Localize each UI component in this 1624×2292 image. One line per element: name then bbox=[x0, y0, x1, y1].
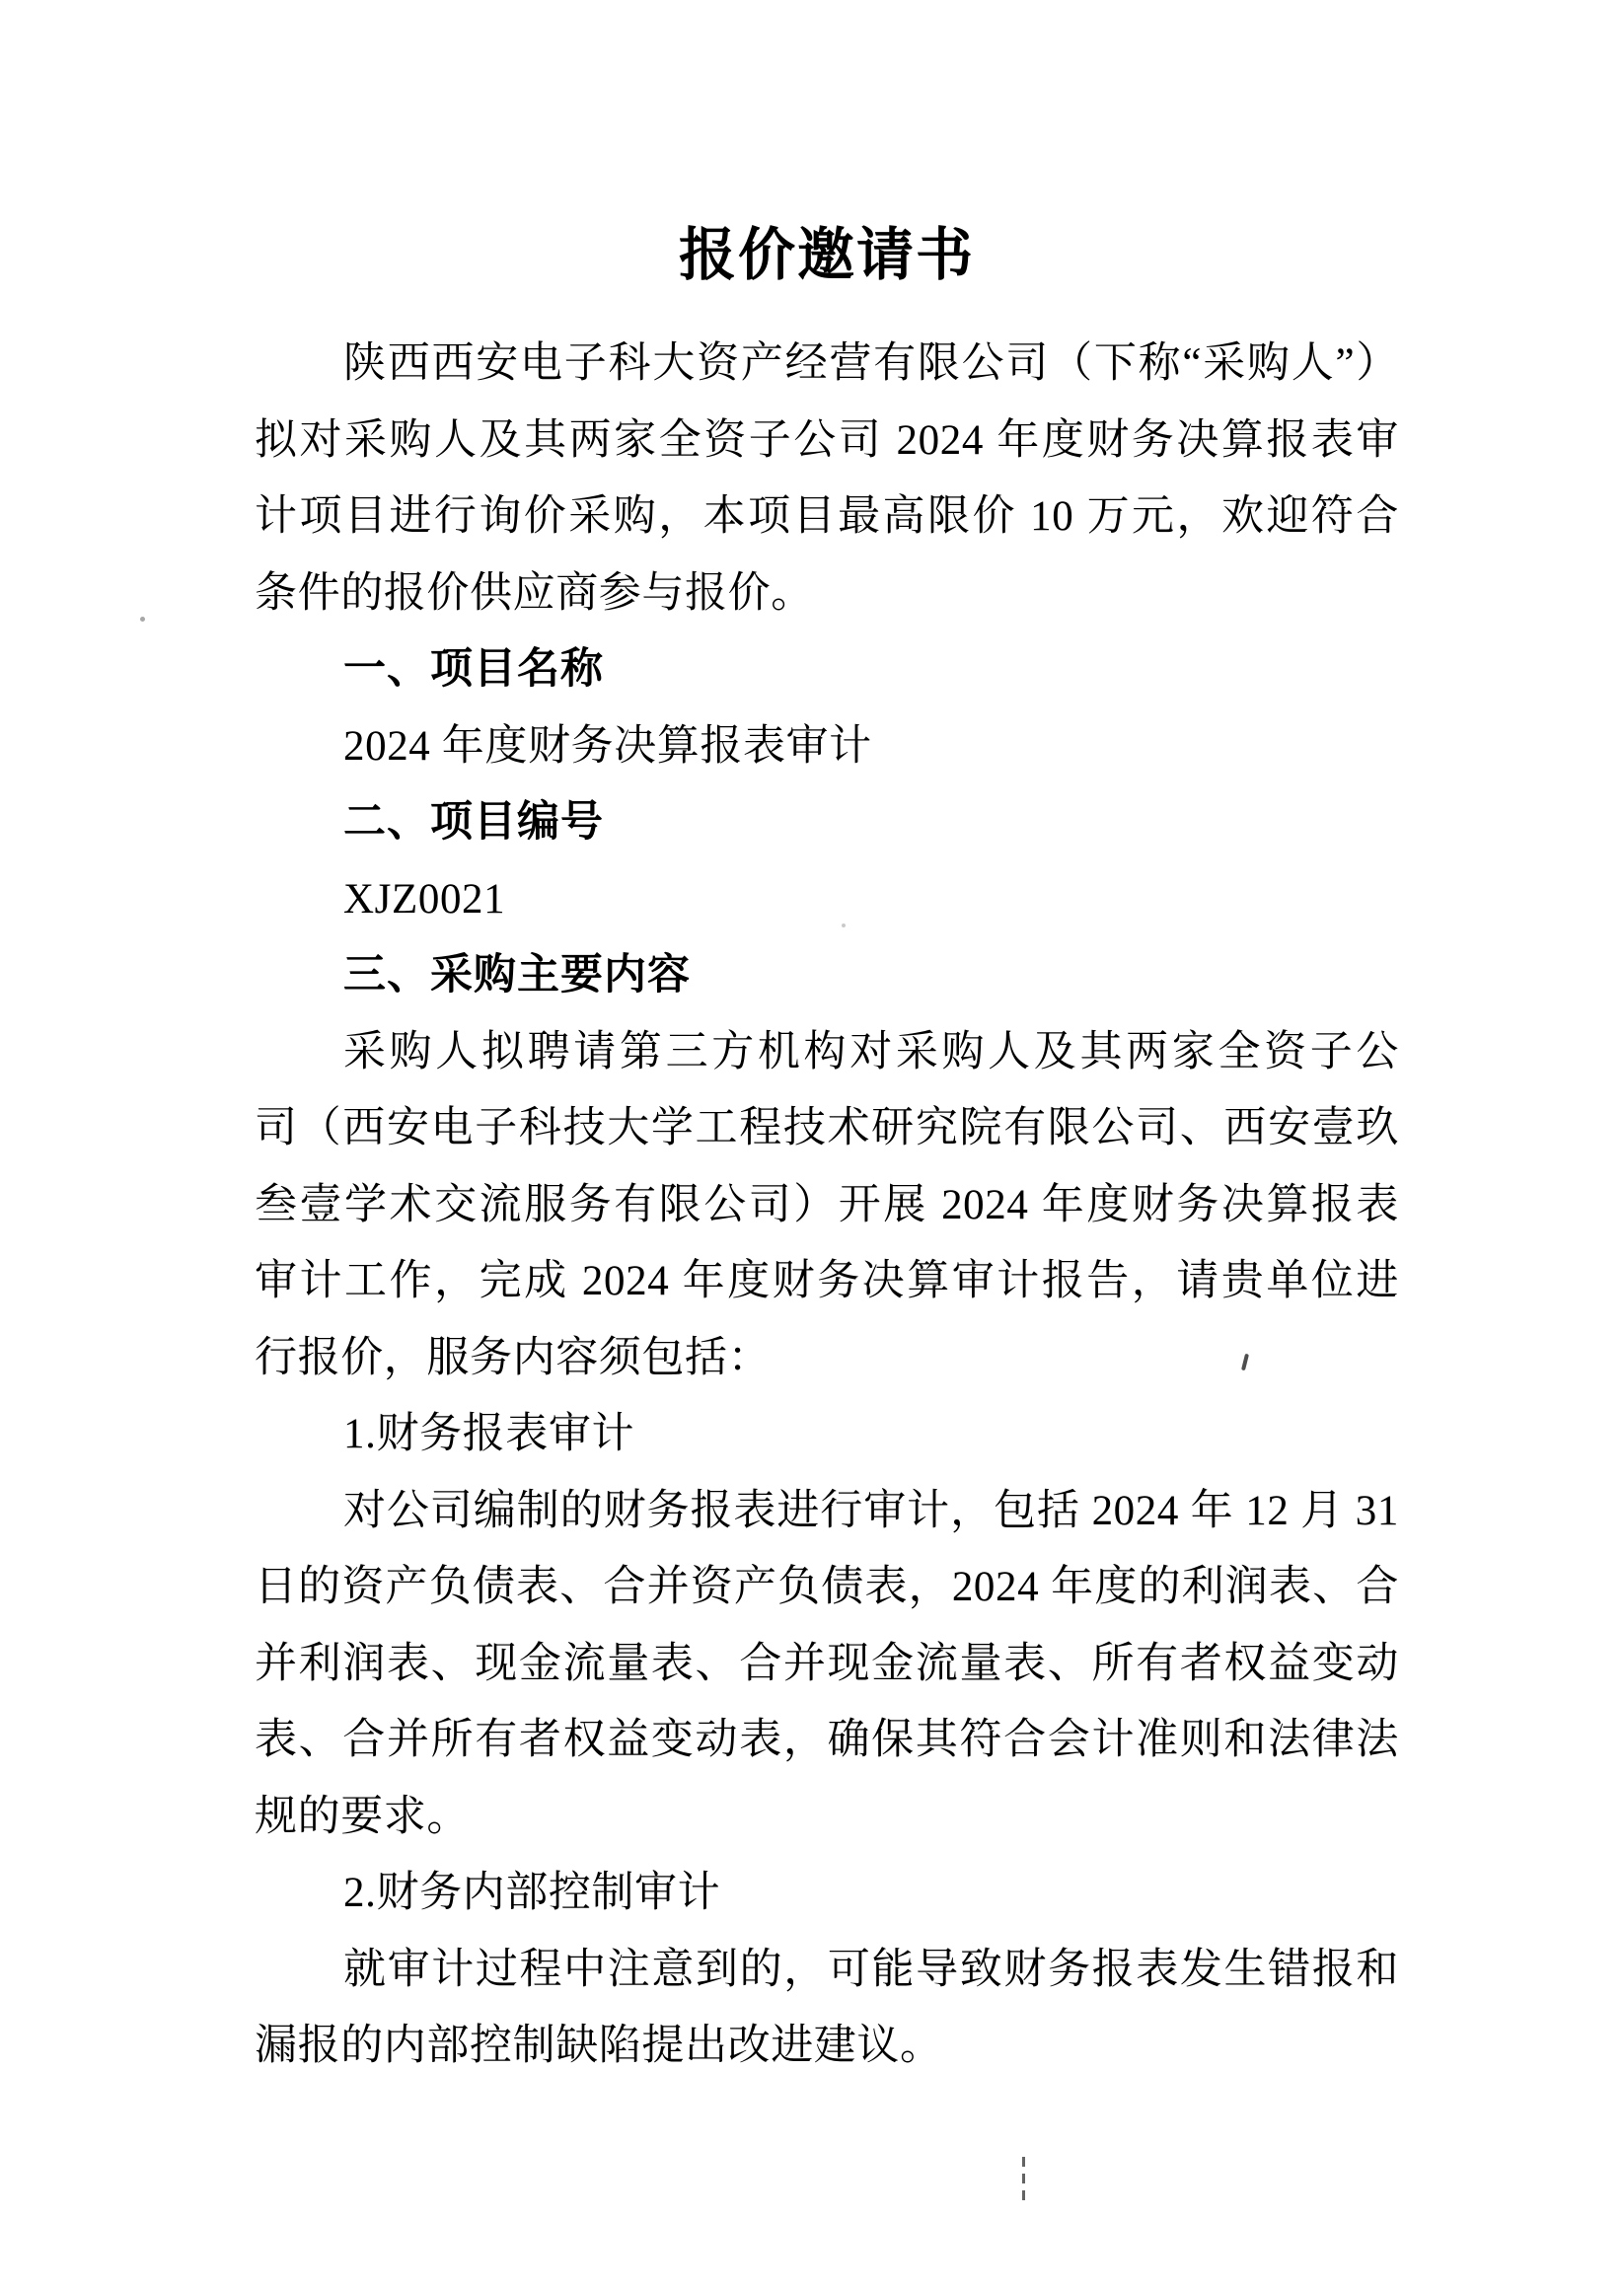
item-1-para-line-1: 对公司编制的财务报表进行审计，包括 2024 年 12 月 31 bbox=[343, 1487, 1399, 1534]
intro-line-3: 计项目进行询价采购，本项目最高限价 10 万元，欢迎符合 bbox=[255, 493, 1399, 540]
section-3-para-line-3: 叁壹学术交流服务有限公司）开展 2024 年度财务决算报表 bbox=[255, 1181, 1399, 1228]
section-1-body: 2024 年度财务决算报表审计 bbox=[343, 722, 872, 770]
section-2-body: XJZ0021 bbox=[343, 875, 506, 923]
scan-dash-mark bbox=[1022, 2157, 1025, 2200]
section-3-para-line-4: 审计工作，完成 2024 年度财务决算审计报告，请贵单位进 bbox=[255, 1258, 1399, 1304]
item-2-para-line-2: 漏报的内部控制缺陷提出改进建议。 bbox=[255, 2023, 943, 2069]
item-1-para-line-5: 规的要求。 bbox=[255, 1793, 470, 1840]
section-3-para-line-1: 采购人拟聘请第三方机构对采购人及其两家全资子公 bbox=[343, 1028, 1399, 1075]
document-body bbox=[255, 326, 1399, 2085]
item-2-heading: 2.财务内部控制审计 bbox=[343, 1870, 721, 1916]
item-2-para-line-1: 就审计过程中注意到的，可能导致财务报表发生错报和 bbox=[343, 1946, 1399, 1993]
section-3-para-line-5: 行报价，服务内容须包括： bbox=[255, 1334, 772, 1381]
section-2-heading: 二、项目编号 bbox=[343, 798, 604, 846]
intro-line-1: 陕西西安电子科大资产经营有限公司（下称“采购人”） bbox=[343, 340, 1399, 387]
item-1-para-line-3: 并利润表、现金流量表、合并现金流量表、所有者权益变动 bbox=[255, 1640, 1399, 1687]
document-content bbox=[0, 223, 1624, 2085]
item-1-para-line-2: 日的资产负债表、合并资产负债表，2024 年度的利润表、合 bbox=[255, 1564, 1399, 1610]
section-3-heading: 三、采购主要内容 bbox=[343, 951, 691, 998]
document-title: 报价邀请书 bbox=[678, 223, 975, 287]
intro-line-2: 拟对采购人及其两家全资子公司 2024 年度财务决算报表审 bbox=[255, 416, 1399, 464]
section-1-heading: 一、项目名称 bbox=[343, 645, 604, 693]
intro-line-4: 条件的报价供应商参与报价。 bbox=[255, 569, 814, 617]
scan-speck bbox=[842, 924, 846, 927]
item-1-para-line-4: 表、合并所有者权益变动表，确保其符合会计准则和法律法 bbox=[255, 1717, 1399, 1763]
scan-speck bbox=[140, 617, 145, 622]
section-3-para-line-2: 司（西安电子科技大学工程技术研究院有限公司、西安壹玖 bbox=[255, 1105, 1399, 1151]
item-1-heading: 1.财务报表审计 bbox=[343, 1411, 635, 1457]
